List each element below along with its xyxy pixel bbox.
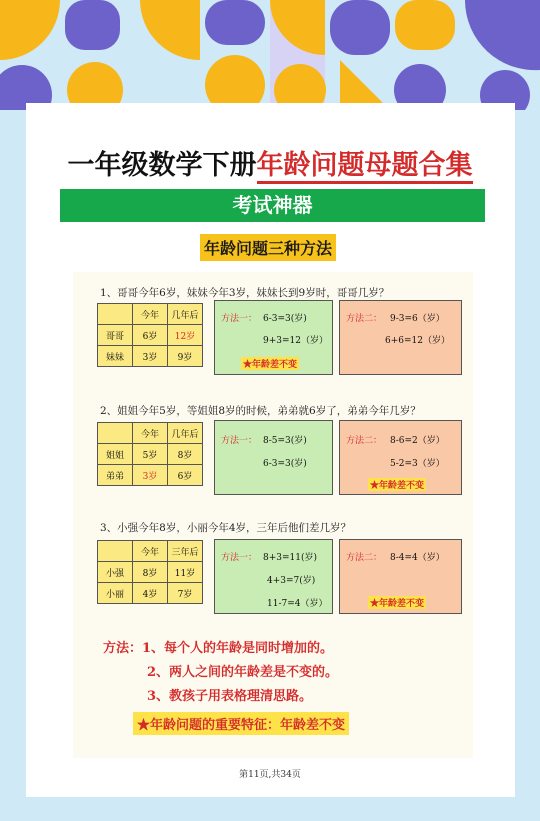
method-summary-3: 3、教孩子用表格理清思路。	[147, 689, 313, 704]
table-cell: 3岁	[133, 346, 168, 367]
section-subtitle: 年龄问题三种方法	[200, 234, 336, 261]
equation: 11-7=4（岁）	[267, 599, 328, 609]
method1-box-2	[214, 420, 333, 495]
table-cell: 几年后	[168, 304, 203, 325]
equation: 8+3=11(岁)	[263, 553, 318, 563]
table-cell: 小强	[98, 562, 133, 583]
page-number: 第11页,共34页	[239, 770, 301, 780]
method-summary-2: 2、两人之间的年龄差是不变的。	[147, 665, 339, 680]
title-part1: 一年级数学下册	[67, 150, 257, 181]
table-cell: 三年后	[168, 541, 203, 562]
key-tag: ★年龄差不变	[368, 596, 426, 609]
table-cell: 姐姐	[98, 444, 133, 465]
method-label: 方法一：	[221, 436, 258, 446]
table-cell: 8岁	[133, 562, 168, 583]
table-cell: 4岁	[133, 583, 168, 604]
age-table-2	[97, 422, 203, 486]
table-cell: 7岁	[168, 583, 203, 604]
key-tag: ★年龄差不变	[241, 357, 299, 370]
method1-box-1	[214, 300, 333, 375]
method-label: 方法二：	[346, 314, 383, 324]
table-cell: 几年后	[168, 423, 203, 444]
equation: 6-3=3(岁)	[263, 314, 307, 324]
equation: 9-3=6（岁）	[390, 314, 445, 324]
age-table-3	[97, 540, 203, 604]
geometric-pattern	[0, 0, 540, 110]
table-cell: 今年	[133, 304, 168, 325]
table-cell: 6岁	[133, 325, 168, 346]
equation: 8-4=4（岁）	[390, 553, 445, 563]
table-cell: 今年	[133, 541, 168, 562]
question-3: 3、小强今年8岁，小丽今年4岁，三年后他们差几岁？	[100, 522, 352, 534]
key-feature: ★年龄问题的重要特征：年龄差不变	[133, 712, 349, 735]
table-cell: 哥哥	[98, 325, 133, 346]
exam-banner: 考试神器	[60, 189, 485, 222]
table-cell: 小丽	[98, 583, 133, 604]
table-cell: 12岁	[168, 325, 203, 346]
equation: 4+3=7(岁)	[267, 576, 316, 586]
equation: 8-5=3(岁)	[263, 436, 307, 446]
method-summary-1: 方法：1、每个人的年龄是同时增加的。	[103, 641, 334, 656]
equation: 9+3=12（岁）	[263, 336, 328, 346]
table-cell	[98, 423, 133, 444]
method2-box-1	[339, 300, 462, 375]
table-cell: 今年	[133, 423, 168, 444]
table-cell: 9岁	[168, 346, 203, 367]
table-cell	[98, 541, 133, 562]
age-table-1	[97, 303, 203, 367]
question-1: 1、哥哥今年6岁，妹妹今年3岁，妹妹长到9岁时，哥哥几岁？	[100, 287, 390, 299]
table-cell: 8岁	[168, 444, 203, 465]
method-label: 方法二：	[346, 436, 383, 446]
method-label: 方法一：	[221, 553, 258, 563]
key-tag: ★年龄差不变	[368, 478, 426, 491]
table-cell: 3岁	[133, 465, 168, 486]
equation: 6-3=3(岁)	[263, 459, 307, 469]
title-part2: 年龄问题母题合集	[257, 150, 473, 184]
table-cell: 妹妹	[98, 346, 133, 367]
table-cell	[98, 304, 133, 325]
method-label: 方法二：	[346, 553, 383, 563]
decorative-header	[0, 0, 540, 110]
equation: 8-6=2（岁）	[390, 436, 445, 446]
equation: 6+6=12（岁）	[385, 336, 450, 346]
page-title	[0, 143, 540, 182]
table-cell: 11岁	[168, 562, 203, 583]
method1-box-3	[214, 539, 333, 614]
method2-box-3	[339, 539, 462, 614]
method2-box-2	[339, 420, 462, 495]
table-cell: 6岁	[168, 465, 203, 486]
table-cell: 弟弟	[98, 465, 133, 486]
question-2: 2、姐姐今年5岁，等姐姐8岁的时候，弟弟就6岁了，弟弟今年几岁？	[100, 405, 421, 417]
equation: 5-2=3（岁）	[390, 459, 445, 469]
table-cell: 5岁	[133, 444, 168, 465]
method-label: 方法一：	[221, 314, 258, 324]
